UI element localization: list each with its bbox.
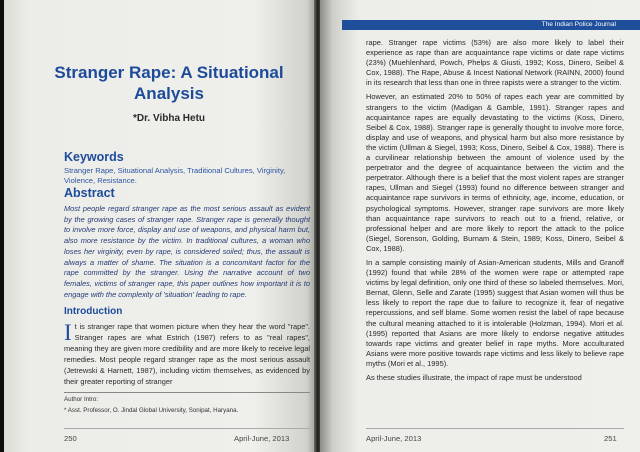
introduction-text bbox=[64, 322, 310, 387]
keywords-text: Stranger Rape, Situational Analysis, Traditional Cultures, Virginity, Violence, Resistance. bbox=[64, 166, 286, 185]
footnote-divider bbox=[64, 392, 310, 393]
article-title: Stranger Rape: A Situational Analysis bbox=[54, 63, 284, 103]
footer-divider bbox=[64, 428, 310, 429]
author-name: *Dr. Vibha Hetu bbox=[132, 113, 206, 124]
author-affiliation: * Asst. Professor, O. Jindal Global University, Sonipat, Haryana. bbox=[64, 407, 239, 414]
paragraph: As these studies illustrate, the impact of rape must be understood bbox=[366, 373, 582, 382]
page-number: 251 bbox=[604, 434, 617, 443]
abstract-heading: Abstract bbox=[64, 186, 115, 200]
issue-date: April-June, 2013 bbox=[234, 434, 290, 443]
keywords-heading: Keywords bbox=[64, 150, 124, 164]
paragraph: rape. Stranger rape victims (53%) are also more likely to label their experience as rape than are acquaintance rape victims or date rape victims (23%) (Muehlenhard, Powch, Phelps & Giusti, 1992; Koss, Dinero, Seibel & Cox, 1988). The Rape, Abuse & Incest National Network (RAINN, 2000) found in its research that less than one in three rapists were a stranger to the victim. bbox=[366, 38, 624, 88]
right-page bbox=[320, 0, 640, 452]
footer-divider bbox=[366, 428, 624, 429]
journal-header: The Indian Police Journal bbox=[342, 20, 640, 30]
page-number: 250 bbox=[64, 434, 77, 443]
abstract-text: Most people regard stranger rape as the most serious assault as evident by the growing cases of stranger rape. Stranger rape is generally thought to involve more force, display and use of weapons, and physical harm but, also more resistance by the victim. In traditional cultures, a woman who loses her virginity, even by rape, is considered soiled; thus, the assault is always a matter of shame. The situation is a concomitant factor for the rape committed by the stranger. Using the narrative account of two females, victims of stranger rape, this paper outlines how important it is to engage with the complexity of 'situation' leading to rape. bbox=[64, 204, 310, 299]
left-page bbox=[4, 0, 316, 452]
body-column bbox=[366, 38, 624, 387]
author-intro-label: Author Intro: bbox=[64, 396, 99, 403]
introduction-heading: Introduction bbox=[64, 306, 123, 317]
paragraph: In a sample consisting mainly of Asian-American students, Mills and Granoff (1992) found that while 28% of the women were rape or attempted rape victims by legal definition, only one third of these so labeled themselves. Mori, Bernat, Glenn, Selle and Zarate (1995) suggest that Asian women will thus be less likely to report the rape due to failure to recognize it, fear of negative repercussions, and self blame. Some women resist the label of rape because the cultural meaning attached to it is intolerable (Holzman, 1994). Mori et al. (1995) reported that Asians are more likely to endorse negative attitudes towards rape victims and greater belief in rape myths. More acculturated Asians were more positive towards rape victims and less likely to believe rape myths (Mori et al., 1995). bbox=[366, 257, 624, 368]
issue-date: April-June, 2013 bbox=[366, 434, 422, 443]
introduction-body: t is stranger rape that women picture when they hear the word "rape". Stranger rapes are what Estrich (1987) refers to as "real rapes", meaning they are given more credibility and are more likely to receive legal remedies. Most people regard stranger rape as the most serious assault (Jetrewski & Harnett, 1987), including victim themselves, as evidenced by their greater reporting of stranger bbox=[64, 322, 310, 386]
drop-cap: I bbox=[64, 320, 72, 345]
paragraph: However, an estimated 20% to 50% of rapes each year are committed by strangers to the victim (Madigan & Gamble, 1991). Stranger rapes and acquaintance rapes are equally devastating to the victims (Koss, Dinero, Seibel & Cox, 1988). Stranger rape is generally thought to involve more force, display and use of weapons, and physical harm but also more resistance by the victim (Ullman & Siegel, 1993; Koss, Dinero, Seibel & Cox, 1988). There is a curvilinear relationship between the amount of violence used by the perpetrator and the degree of acquaintance between the victim and the perpetrator. Although there is a belief that the most violent rapes are stranger rapes, Ullman and Siegel (1993) found no difference between stranger and acquaintance rape survivors in terms of ethnicity, age, income, education, or psychological symptoms. However, stranger rape survivors are more likely than acquaintance rape survivors to reach out to a friend, relative, or professional helper and are more likely to report the attack to the police (Siegel, Sorenson, Golding, Burnam & Stein, 1989; Koss, Dinero, Seibel & Cox, 1988). bbox=[366, 92, 624, 253]
